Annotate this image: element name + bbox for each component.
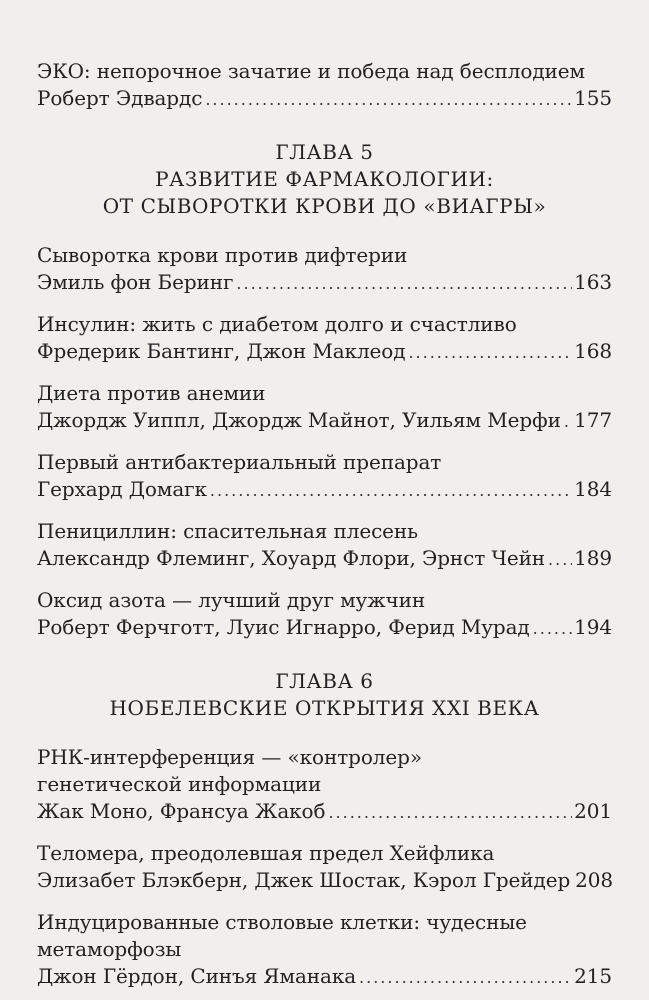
chapter-number: ГЛАВА 6 (275, 669, 374, 693)
entry-author-line (37, 798, 612, 826)
toc-entry[interactable] (37, 744, 612, 826)
entry-author-line (37, 85, 612, 113)
entry-title: метаморфозы (37, 937, 182, 961)
dot-leader (564, 408, 572, 435)
entry-page-number: 163 (574, 270, 612, 294)
entry-title: Диета против анемии (37, 381, 266, 405)
entry-title: Пенициллин: спасительная плесень (37, 519, 418, 543)
entry-authors: Джордж Уиппл, Джордж Майнот, Уильям Мерфи (37, 408, 561, 432)
dot-leader (210, 477, 572, 504)
toc-entry[interactable] (37, 311, 612, 366)
entry-title: Сыворотка крови против дифтерии (37, 243, 408, 267)
toc-entry[interactable] (37, 242, 612, 297)
entry-page-number: 155 (574, 86, 612, 110)
dot-leader (205, 86, 572, 113)
entry-author-line (37, 407, 612, 435)
entry-author-line (37, 963, 612, 991)
entry-authors: Герхард Домагк (37, 477, 207, 501)
entry-page-number: 177 (574, 408, 612, 432)
entry-authors: Жак Моно, Франсуа Жакоб (37, 799, 326, 823)
entry-page-number: 168 (574, 339, 612, 363)
entry-authors: Джон Гёрдон, Синъя Яманака (37, 964, 357, 988)
entry-author-line (37, 269, 612, 297)
toc-entry[interactable] (37, 587, 612, 642)
chapter-heading (37, 139, 612, 220)
dot-leader (328, 799, 572, 826)
entry-page-number: 215 (574, 964, 612, 988)
entry-title: Теломера, преодолевшая предел Хейфлика (37, 841, 495, 865)
entry-authors: Роберт Эдвардс (37, 86, 203, 110)
chapter-title: НОБЕЛЕВСКИЕ ОТКРЫТИЯ XXI ВЕКА (109, 696, 540, 720)
chapter-title: РАЗВИТИЕ ФАРМАКОЛОГИИ: (155, 167, 494, 191)
entry-title: РНК-интерференция — «контролер» (37, 745, 422, 769)
entry-author-line (37, 476, 612, 504)
dot-leader (533, 615, 572, 642)
entry-author-line (37, 614, 612, 642)
entry-authors: Александр Флеминг, Хоуард Флори, Эрнст Чейн (37, 546, 546, 570)
entry-title: Оксид азота — лучший друг мужчин (37, 588, 426, 612)
toc-entry[interactable] (37, 840, 612, 895)
dot-leader (359, 964, 572, 991)
entry-title: ЭКО: непорочное зачатие и победа над бесплодием (37, 59, 585, 83)
entry-author-line (37, 338, 612, 366)
entry-page-number: 208 (575, 868, 614, 892)
dot-leader (548, 546, 572, 573)
chapter-number: ГЛАВА 5 (275, 140, 374, 164)
entry-page-number: 184 (574, 477, 612, 501)
toc-entry[interactable] (37, 518, 612, 573)
entry-title: Инсулин: жить с диабетом долго и счастливо (37, 312, 517, 336)
entry-page-number: 189 (574, 546, 612, 570)
entry-page-number: 201 (574, 799, 612, 823)
toc-entry[interactable] (37, 380, 612, 435)
entry-title: Индуцированные стволовые клетки: чудесные (37, 910, 527, 934)
entry-page-number: 194 (574, 615, 612, 639)
entry-author-line (37, 867, 612, 895)
chapter-heading (37, 668, 612, 722)
entry-author-line (37, 545, 612, 573)
entry-authors: Эмиль фон Беринг (37, 270, 234, 294)
toc-entry[interactable] (37, 58, 612, 113)
chapter-title: ОТ СЫВОРОТКИ КРОВИ ДО «ВИАГРЫ» (102, 194, 547, 218)
dot-leader (408, 339, 572, 366)
entry-title: генетической информации (37, 772, 322, 796)
entry-title: Первый антибактериальный препарат (37, 450, 442, 474)
toc-entry[interactable] (37, 449, 612, 504)
toc-entry[interactable] (37, 909, 612, 991)
entry-authors: Элизабет Блэкберн, Джек Шостак, Кэрол Грейдер (37, 868, 571, 892)
entry-authors: Фредерик Бантинг, Джон Маклеод (37, 339, 406, 363)
dot-leader (236, 270, 572, 297)
entry-authors: Роберт Ферчготт, Луис Игнарро, Ферид Мурад (37, 615, 530, 639)
